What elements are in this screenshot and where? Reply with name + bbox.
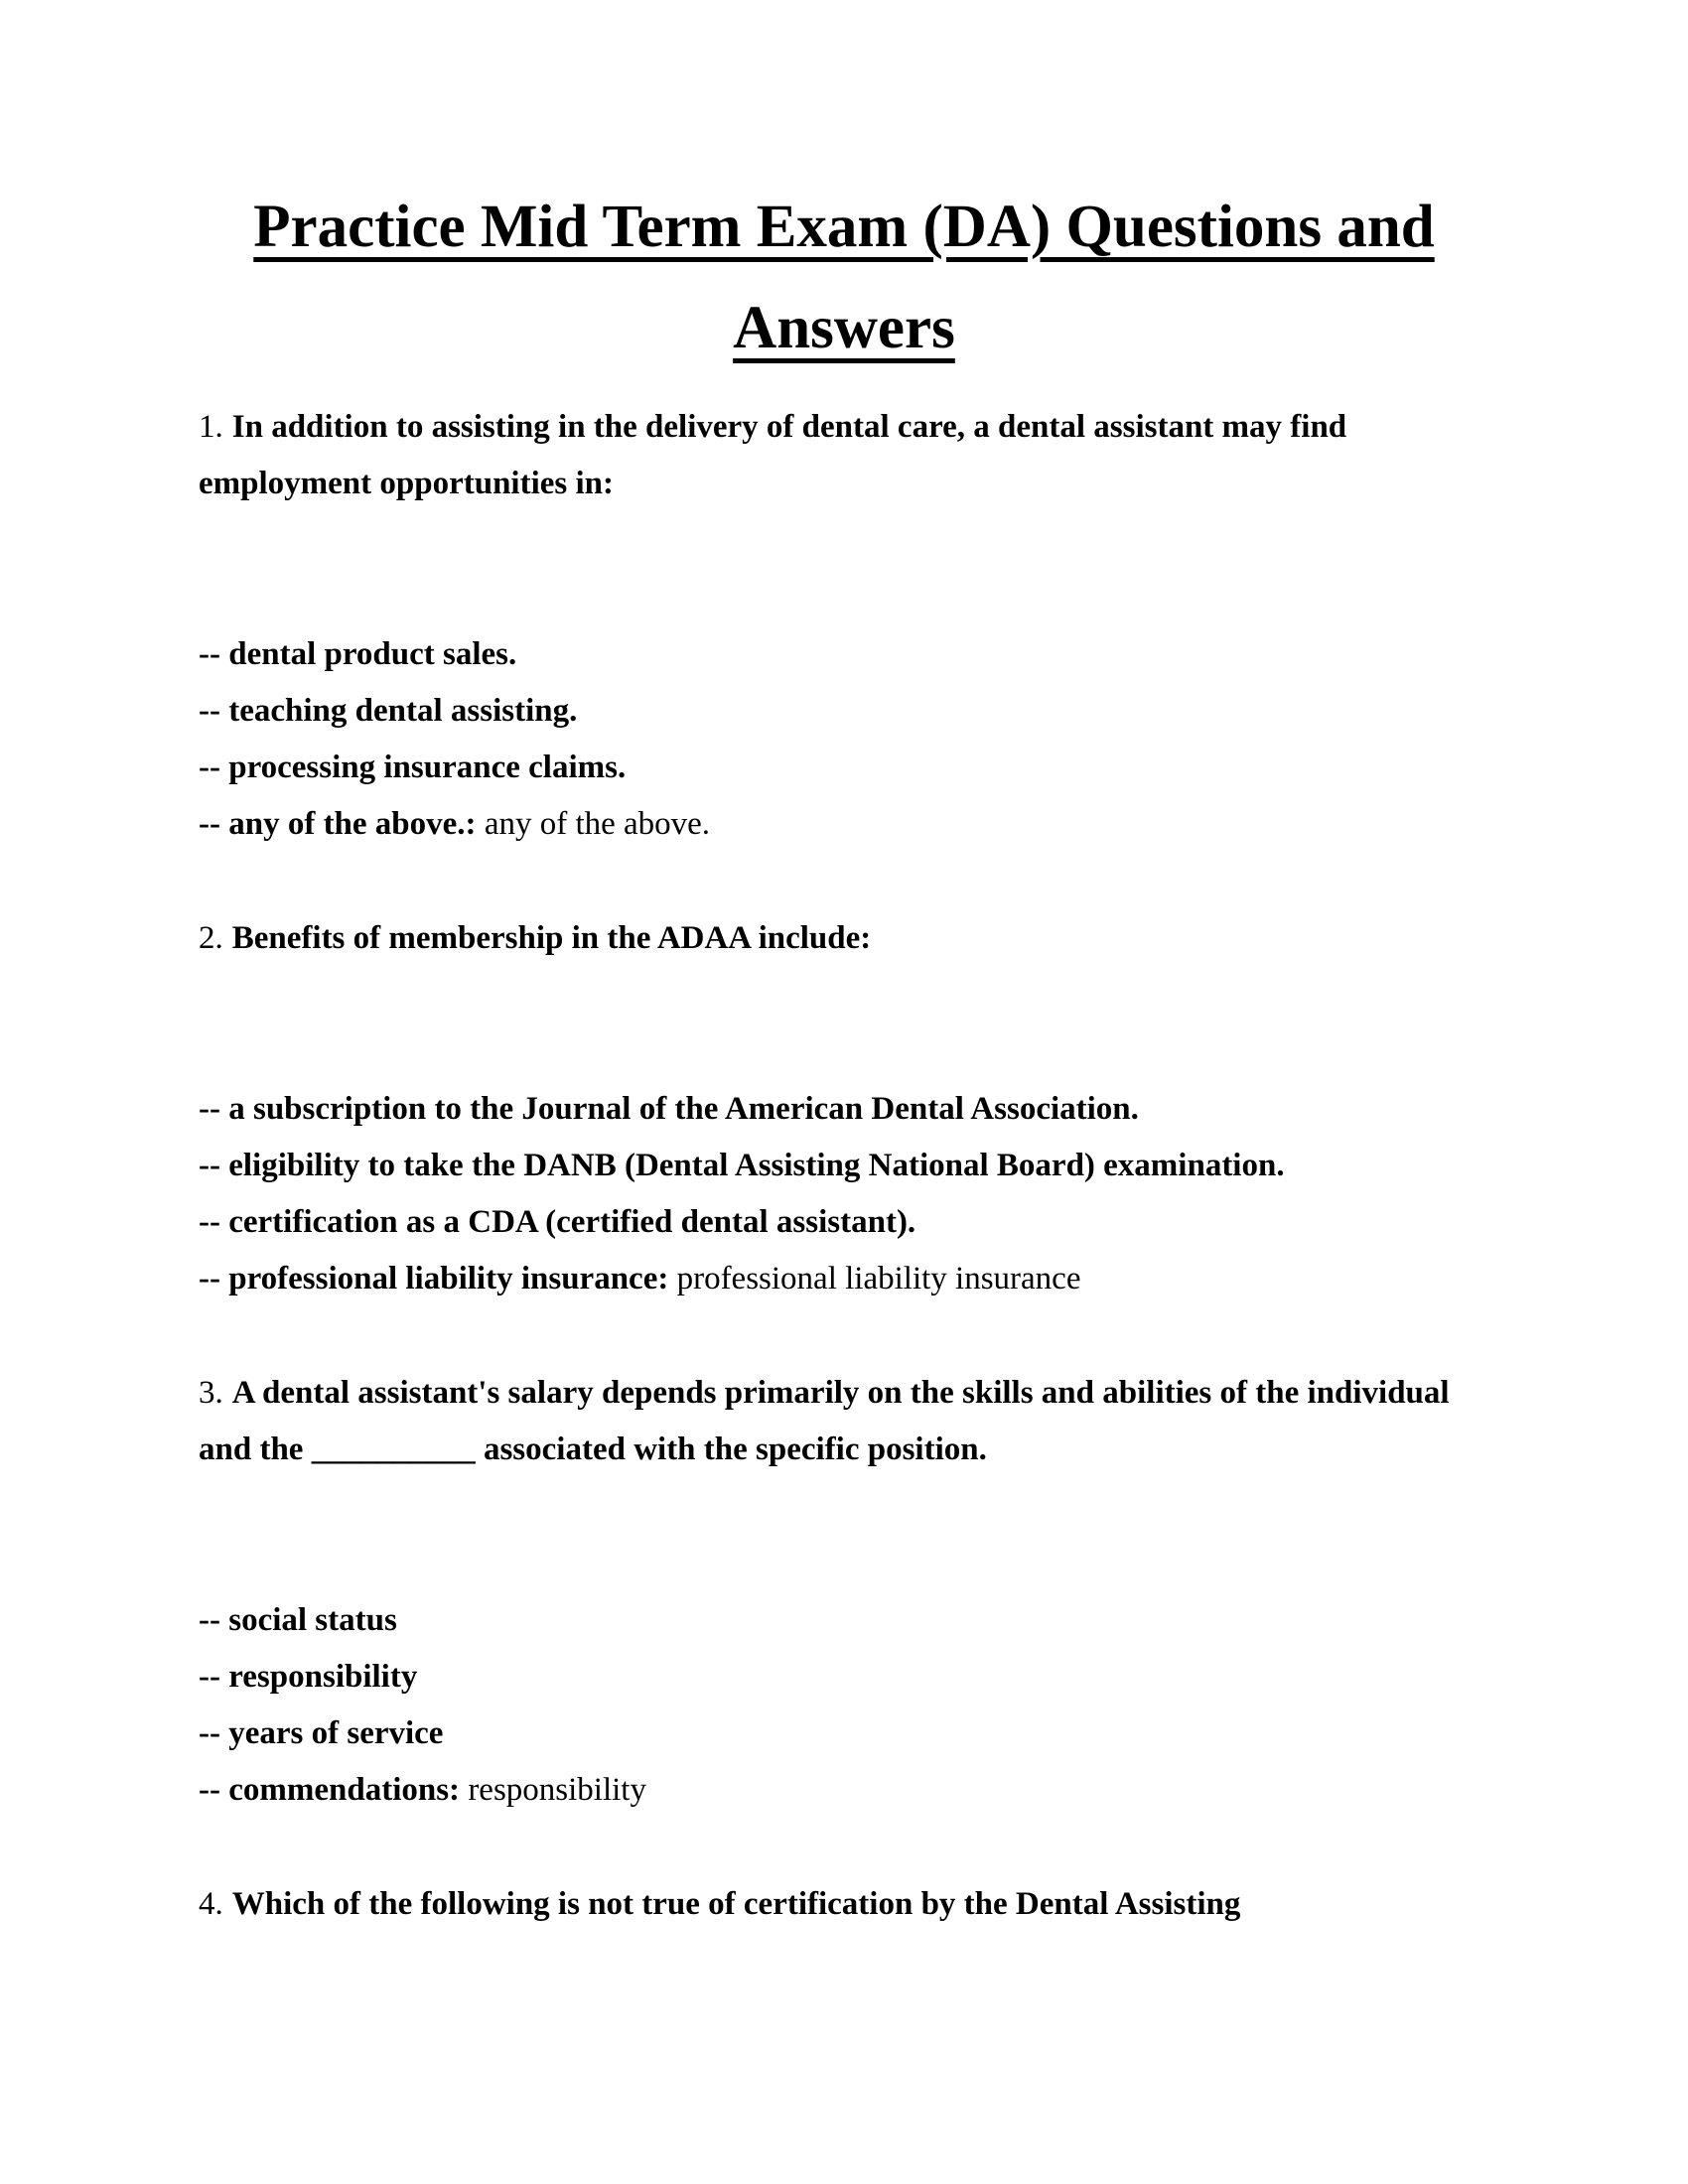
option-label: -- processing insurance claims. [199,750,627,785]
question-3-option-4 [199,1762,1489,1819]
question-2-option-1 [199,1081,1489,1138]
question-2-option-3 [199,1194,1489,1251]
title-line-1-text: Practice Mid Term Exam (DA) Questions and [253,194,1435,260]
question-2-options [199,1081,1489,1307]
question-3-text-suffix: associated with the specific position. [475,1432,987,1467]
option-label: -- teaching dental assisting. [199,693,578,729]
option-label: -- any of the above.: [199,806,477,842]
question-3-option-2 [199,1649,1489,1706]
question-2-line-1 [199,910,1489,967]
question-4-line-1 [199,1876,1489,1933]
question-4-text: Which of the following is not true of certification by the Dental Assisting [231,1886,1241,1922]
question-1-line-1 [199,399,1489,456]
option-answer: any of the above. [476,806,711,842]
question-3-number: 3. [199,1375,223,1411]
question-1-option-3 [199,740,1489,796]
question-3-line-2 [199,1422,1489,1478]
question-1-line-2 [199,456,1489,512]
option-answer: professional liability insurance [668,1261,1081,1297]
option-label: -- dental product sales. [199,636,517,672]
question-3-options [199,1592,1489,1819]
question-2-text: Benefits of membership in the ADAA include: [231,920,872,956]
option-label: -- eligibility to take the DANB (Dental Assisting National Board) examination. [199,1148,1285,1183]
question-3 [199,1365,1489,1478]
option-label: -- commendations: [199,1772,461,1808]
question-1 [199,399,1489,512]
question-2-number: 2. [199,920,223,956]
answer-blank: __________ [311,1432,476,1467]
question-1-text-continued: employment opportunities in: [199,466,615,501]
question-1-option-1 [199,626,1489,683]
option-label: -- a subscription to the Journal of the American Dental Association. [199,1091,1139,1127]
option-label: -- professional liability insurance: [199,1261,669,1297]
question-1-text: In addition to assisting in the delivery of dental care, a dental assistant may find [231,409,1347,445]
question-1-options [199,626,1489,853]
question-1-option-4 [199,796,1489,853]
question-2-option-2 [199,1138,1489,1194]
option-label: -- certification as a CDA (certified dental assistant). [199,1204,916,1240]
question-2 [199,910,1489,967]
title-line-2-text: Answers [733,295,955,361]
question-3-line-1 [199,1365,1489,1422]
option-label: -- responsibility [199,1659,418,1695]
option-label: -- years of service [199,1715,444,1751]
question-3-text-prefix: and the [199,1432,312,1467]
question-1-option-2 [199,683,1489,740]
question-2-option-4 [199,1251,1489,1307]
question-1-number: 1. [199,409,223,445]
question-4-number: 4. [199,1886,223,1922]
question-3-text: A dental assistant's salary depends primarily on the skills and abilities of the individual [231,1375,1450,1411]
option-label: -- social status [199,1602,397,1638]
document-title [199,177,1489,379]
question-3-option-1 [199,1592,1489,1649]
title-line-2 [199,278,1489,379]
title-line-1 [199,177,1489,278]
question-4 [199,1876,1489,1933]
question-3-option-3 [199,1706,1489,1762]
option-answer: responsibility [460,1772,646,1808]
